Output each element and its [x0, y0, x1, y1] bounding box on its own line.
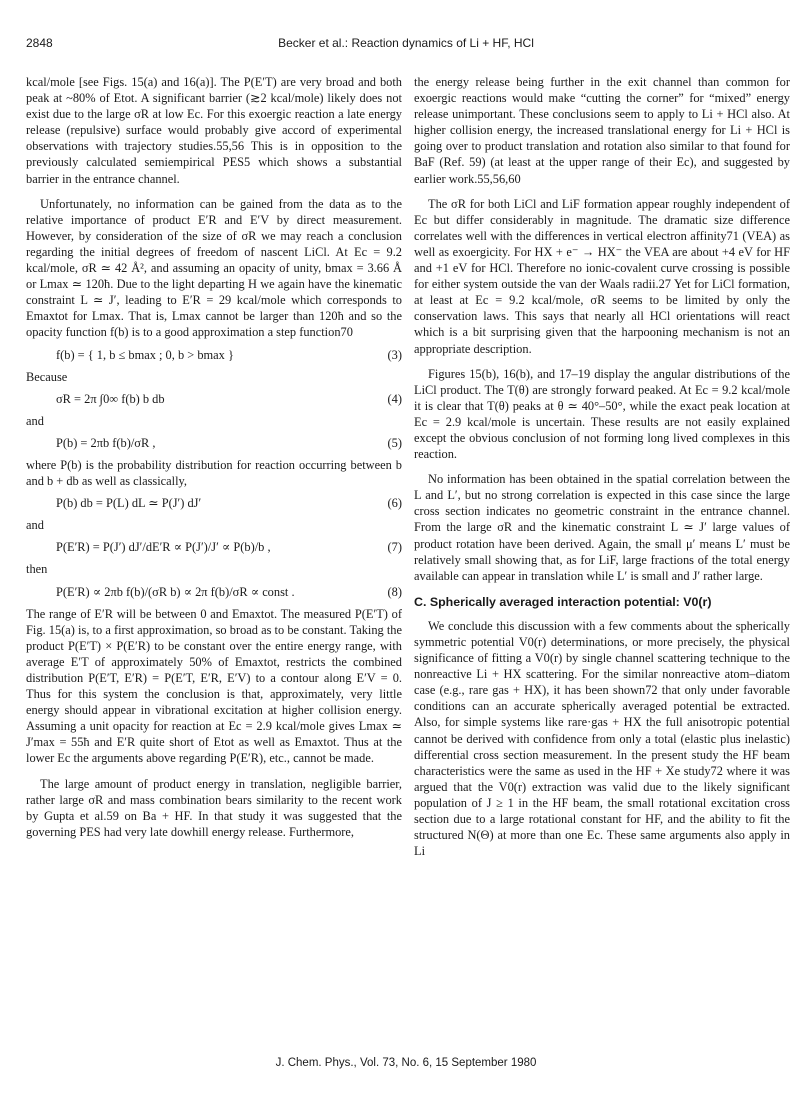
equation-number: (6) — [387, 496, 402, 511]
connector-text: and — [26, 518, 44, 533]
equation-body: P(E′R) = P(J′) dJ′/dE′R ∝ P(J′)/J′ ∝ P(b)/b , — [56, 540, 271, 555]
equation-4 — [26, 391, 402, 407]
page-footer: J. Chem. Phys., Vol. 73, No. 6, 15 September 1980 — [275, 1057, 537, 1069]
connector-text: Because — [26, 369, 68, 384]
paragraph: No information has been obtained in the spatial correlation between the L and L′, but no strong correlation is expected in this case since the large cross section indicates no geometric constraint in the entrance channel. From the large σR and the kinematic constraint L ≃ J′ large values of product rotation have been derived. Again, the small μ′ means L′ must be relatively small showing that, as for LiF, large fractions of the total energy available can appear in translation while L′ is small and J′ rather large. — [414, 472, 790, 583]
equation-body: P(b) db = P(L) dL ≃ P(J′) dJ′ — [56, 496, 202, 511]
equation-3 — [26, 347, 402, 363]
equation-6 — [26, 495, 402, 511]
connector-text: then — [26, 562, 48, 577]
paragraph: where P(b) is the probability distribution for reaction occurring between b and b + db as well as classically, — [26, 457, 402, 489]
left-column — [26, 74, 402, 840]
paragraph: The large amount of product energy in translation, negligible barrier, rather large σR and mass combination bears similarity to the recent work by Gupta et al.59 on Ba + HF. In that study it was suggested that the governing PES had very late dowhill energy release. Furthermore, — [26, 776, 402, 839]
equation-5 — [26, 435, 402, 451]
paragraph: The σR for both LiCl and LiF formation appear roughly independent of Ec but differ considerably in magnitude. The dramatic size difference correlates well with the differences in vertical electron affinity71 (VEA) as well as exoergicity. For HX + e⁻ → HX⁻ the VEA are about +4 eV for HF and +1 eV for HCl. Therefore no ionic-covalent curve crossing is possible for either system outside the van der Waals radii.27 Yet for LiCl formation, at least at Ec = 9.2 kcal/mole, σR seems to be limited by only the conservation laws. This says that nearly all HCl orientations will react which is a bit surprising given that the harpooning mechanism is not an appropriate description. — [414, 196, 790, 356]
paragraph: Figures 15(b), 16(b), and 17–19 display the angular distributions of the LiCl product. The T(θ) are strongly forward peaked. At Ec = 9.2 kcal/mole it is clear that T(θ) peaks at θ ≃ 40°–50°, while the exact peak location at Ec = 2.9 kcal/mole is uncertain. These results are not easily explained except the obvious conclusion of not forming long lived complexes in this reaction. — [414, 366, 790, 462]
paragraph: Unfortunately, no information can be gained from the data as to the relative importance of product E′R and E′V by direct measurement. However, by consideration of the size of σR we may reach a conclusion regarding the initial degrees of freedom of nascent LiCl. At Ec = 9.2 kcal/mole, σR ≃ 42 Å², and assuming an opacity of unity, bmax = 3.66 Å or Lmax ≃ 120ħ. Due to the light departing H we again have the kinematic constraint L ≃ J′, leading to E′R = 29 kcal/mole which corresponds to Emaxtot for Lmax. That is, Lmax cannot be larger than 120ħ and so the opacity function f(b) is to a good approximation a step function70 — [26, 196, 402, 340]
equation-number: (3) — [387, 347, 402, 362]
page-number: 2848 — [26, 36, 53, 50]
equation-number: (4) — [387, 391, 402, 406]
equation-8 — [26, 584, 402, 600]
paragraph: The range of E′R will be between 0 and Emaxtot. The measured P(E′T) of Fig. 15(a) is, to a first approximation, so broad as to be constant. Taking the product P(E′T) × P(E′R) to be constant over the entire energy range, with average E′T of approximately 50% of Emaxtot, restricts the combined distribution P(E′T, E′R) = P(E′T, E′R, E′V) to a contour along E′V = 0. Thus for this system the conclusion is that, approximately, very little energy should appear in vibrational excitation at higher collision energy. Assuming a unit opacity for reaction at Ec = 2.9 kcal/mole gives Lmax ≃ J′max = 55ħ and E′R quite short of Etot as well as Emaxtot. Thus at the lower Ec the arguments above regarding P(E′R), etc., cannot be made. — [26, 606, 402, 766]
equation-body: P(b) = 2πb f(b)/σR , — [56, 435, 156, 450]
running-head: Becker et al.: Reaction dynamics of Li + HF, HCl — [278, 36, 534, 50]
equation-number: (5) — [387, 435, 402, 450]
paragraph: kcal/mole [see Figs. 15(a) and 16(a)]. The P(E′T) are very broad and both peak at ~80% of Etot. A significant barrier (≳2 kcal/mole) likely does not exist due to the large σR at low Ec. For this exoergic reaction a late energy release (repulsive) surface would probably give accord of experimental observations with trajectory studies.55,56 This is in opposition to the previously calculated semiempirical PES5 which shows a substantial barrier in the entrance channel. — [26, 75, 402, 186]
page-header — [0, 36, 812, 56]
equation-7 — [26, 539, 402, 555]
equation-body: σR = 2π ∫0∞ f(b) b db — [56, 391, 165, 406]
right-column — [414, 74, 790, 859]
section-heading: C. Spherically averaged interaction potential: V0(r) — [414, 594, 712, 609]
equation-body: f(b) = { 1, b ≤ bmax ; 0, b > bmax } — [56, 347, 234, 362]
connector-text: and — [26, 413, 44, 428]
equation-number: (8) — [387, 584, 402, 599]
paragraph: the energy release being further in the exit channel than common for exoergic reactions would make “cutting the corner” for “mixed” energy release unimportant. These conclusions seem to apply to Li + HCl also. At higher collision energy, the increased translational energy for Li + HCl is going over to product translation and rotation also similar to that found for BaF (Ref. 59) (at least at the upper range of their Ec), and suggested by earlier work.55,56,60 — [414, 75, 790, 186]
equation-number: (7) — [387, 540, 402, 555]
paragraph: We conclude this discussion with a few comments about the spherically symmetric potential V0(r) determinations, or more precisely, the physical significance of fitting a V0(r) by single channel scattering technique to the nonreactive Li + HX scattering. For the similar nonreactive atom–diatom case (e.g., rare gas + HX), it has been shown72 that only under favorable conditions can an accurate spherically averaged potential be extracted. Also, for simple systems like rare·gas + HX the full anisotropic potential cannot be derived with confidence from only a total (elastic plus inelastic) differential cross section measurement. In the present study the HF beam characteristics were the same as used in the HF + Xe study72 where it was argued that the V0(r) extraction was valid due to the likely significant population of J ≥ 1 in the HF beam, the small rotational excitation cross section due to a large rotational constant for HF, and the ability to fit the structured N(Θ) at more than one Ec. These same arguments also apply in Li — [414, 618, 790, 859]
equation-body: P(E′R) ∝ 2πb f(b)/(σR b) ∝ 2π f(b)/σR ∝ const . — [56, 584, 295, 599]
